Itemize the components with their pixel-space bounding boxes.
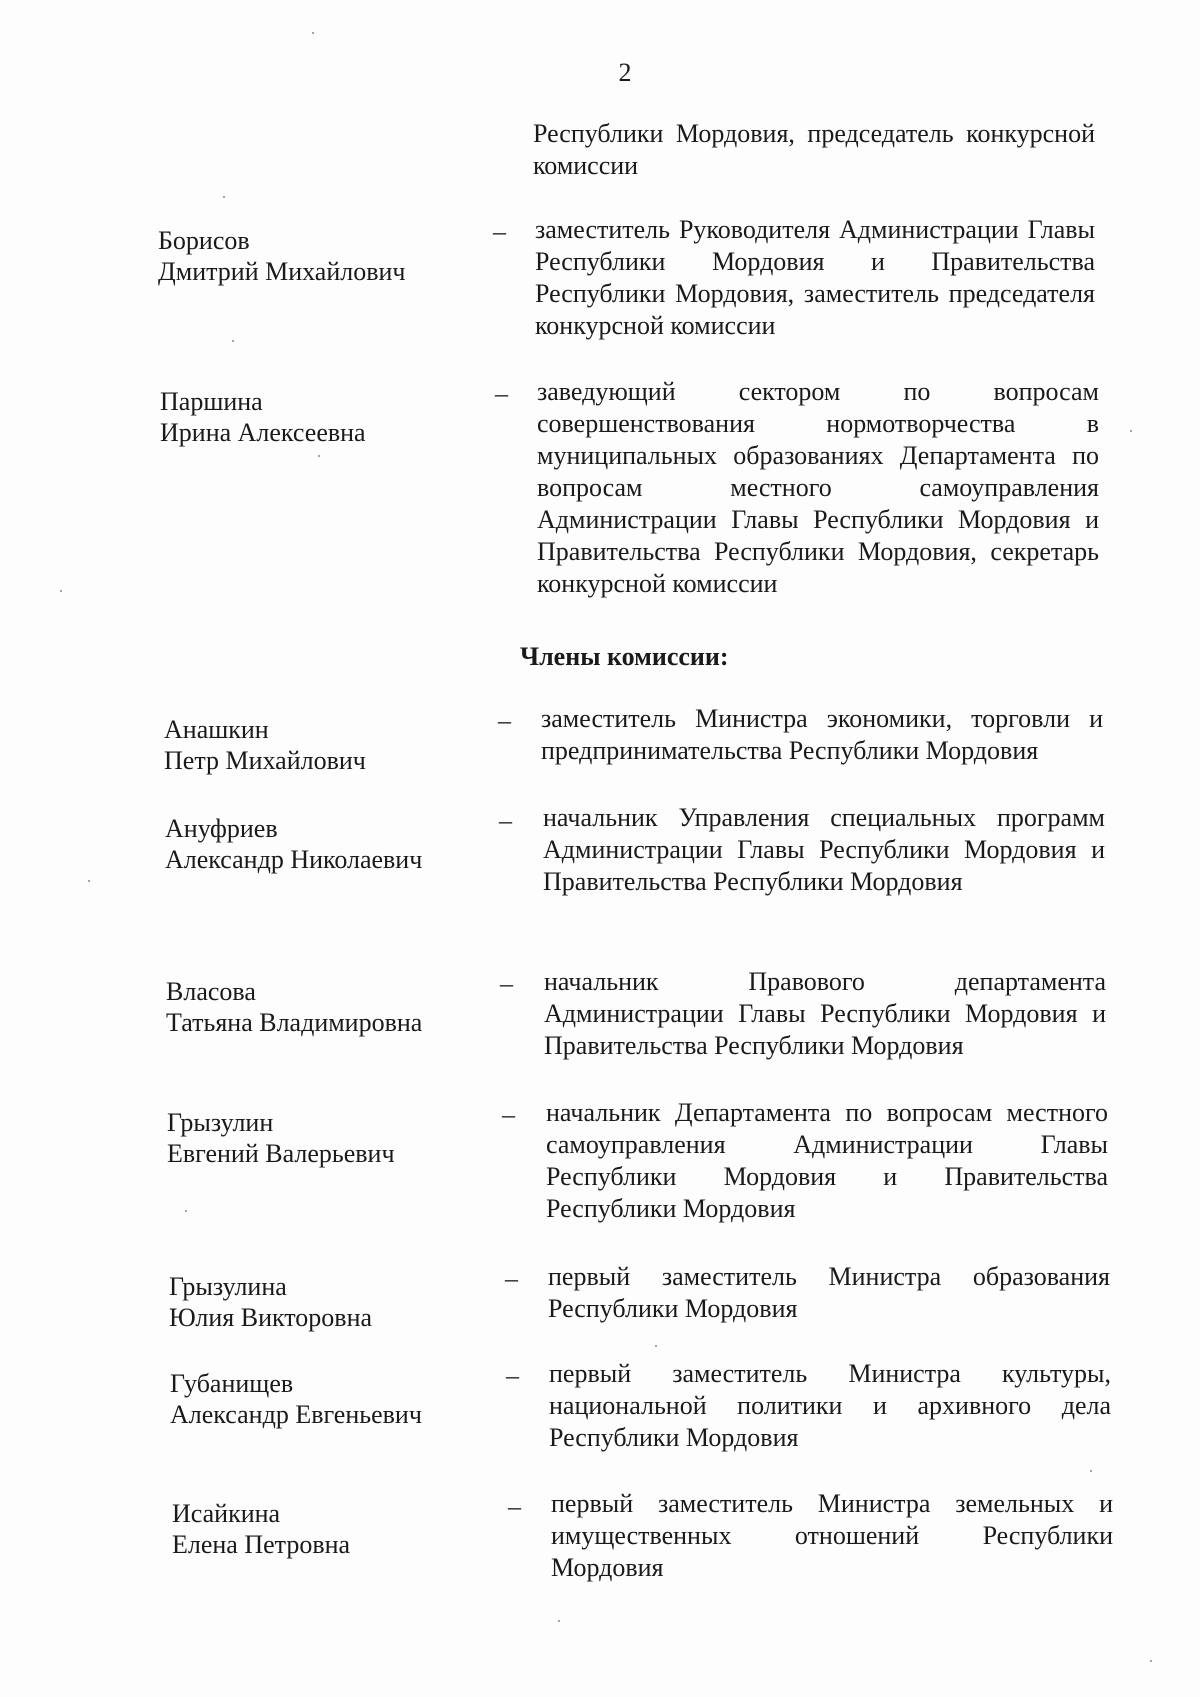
members-heading: Члены комиссии: <box>520 642 729 671</box>
role-description: первый заместитель Министра образования Республики Мордовия <box>548 1262 1110 1323</box>
scan-speck <box>1130 430 1132 432</box>
intro-description: Республики Мордовия, председатель конкурсной комиссии <box>533 119 1095 180</box>
dash: – <box>493 217 506 246</box>
given-name: Александр Евгеньевич <box>170 1400 422 1429</box>
dash: – <box>495 379 508 408</box>
role-description: начальник Правового департамента Администрации Главы Республики Мордовия и Правительства Республики Мордовия <box>544 967 1106 1060</box>
dash: – <box>502 1100 515 1129</box>
dash: – <box>506 1361 519 1390</box>
given-name: Юлия Викторовна <box>169 1303 373 1332</box>
surname: Ануфриев <box>165 814 278 843</box>
person-name <box>165 813 422 875</box>
scan-speck <box>318 455 320 457</box>
scan-speck <box>558 1620 560 1622</box>
dash: – <box>508 1492 521 1521</box>
role-description: первый заместитель Министра земельных и имущественных отношений Республики Мордовия <box>551 1489 1113 1582</box>
scan-speck <box>1090 1470 1092 1472</box>
given-name: Дмитрий Михайлович <box>158 257 406 286</box>
person-name <box>170 1368 422 1430</box>
dash: – <box>499 806 512 835</box>
surname: Власова <box>166 977 256 1006</box>
surname: Анашкин <box>164 715 269 744</box>
given-name: Александр Николаевич <box>165 845 423 874</box>
given-name: Ирина Алексеевна <box>160 418 366 447</box>
scan-speck <box>232 340 234 342</box>
given-name: Петр Михайлович <box>164 746 366 775</box>
given-name: Татьяна Владимировна <box>166 1008 423 1037</box>
person-name <box>172 1498 350 1560</box>
role-description: начальник Департамента по вопросам местного самоуправления Администрации Главы Республики Мордовия и Правительства Республики Мордовия <box>546 1098 1108 1223</box>
role-description: первый заместитель Министра культуры, национальной политики и архивного дела Республики Мордовия <box>549 1359 1111 1452</box>
scan-speck <box>185 1210 187 1212</box>
role-description: начальник Управления специальных программ Администрации Главы Республики Мордовия и Правительства Республики Мордовия <box>543 803 1105 896</box>
person-name <box>166 976 422 1038</box>
dash: – <box>505 1264 518 1293</box>
scan-speck <box>312 32 314 34</box>
given-name: Евгений Валерьевич <box>167 1139 395 1168</box>
dash: – <box>500 969 513 998</box>
surname: Паршина <box>160 387 263 416</box>
person-name <box>158 225 406 287</box>
scan-speck <box>1150 1660 1152 1662</box>
role-description: заведующий сектором по вопросам совершенствования нормотворчества в муниципальных образованиях Департамента по вопросам местного самоуправления Администрации Главы Республики Мордовия и Правительства Республики Мордовия, секретарь конкурсной комиссии <box>537 377 1099 598</box>
scan-speck <box>88 880 90 882</box>
person-name <box>169 1271 372 1333</box>
person-name <box>164 714 366 776</box>
scan-speck <box>655 1345 657 1347</box>
person-name <box>167 1107 395 1169</box>
role-description: заместитель Руководителя Администрации Главы Республики Мордовия и Правительства Республики Мордовия, заместитель председателя конкурсной комиссии <box>535 215 1095 340</box>
role-description: заместитель Министра экономики, торговли и предпринимательства Республики Мордовия <box>541 704 1103 765</box>
surname: Борисов <box>158 226 250 255</box>
person-name <box>160 386 366 448</box>
given-name: Елена Петровна <box>172 1530 351 1559</box>
page-number: 2 <box>618 58 632 87</box>
surname: Исайкина <box>172 1499 281 1528</box>
scan-speck <box>223 196 225 198</box>
surname: Грызулин <box>167 1108 274 1137</box>
dash: – <box>498 706 511 735</box>
surname: Губанищев <box>170 1369 294 1398</box>
surname: Грызулина <box>169 1272 287 1301</box>
scan-speck <box>60 590 62 592</box>
